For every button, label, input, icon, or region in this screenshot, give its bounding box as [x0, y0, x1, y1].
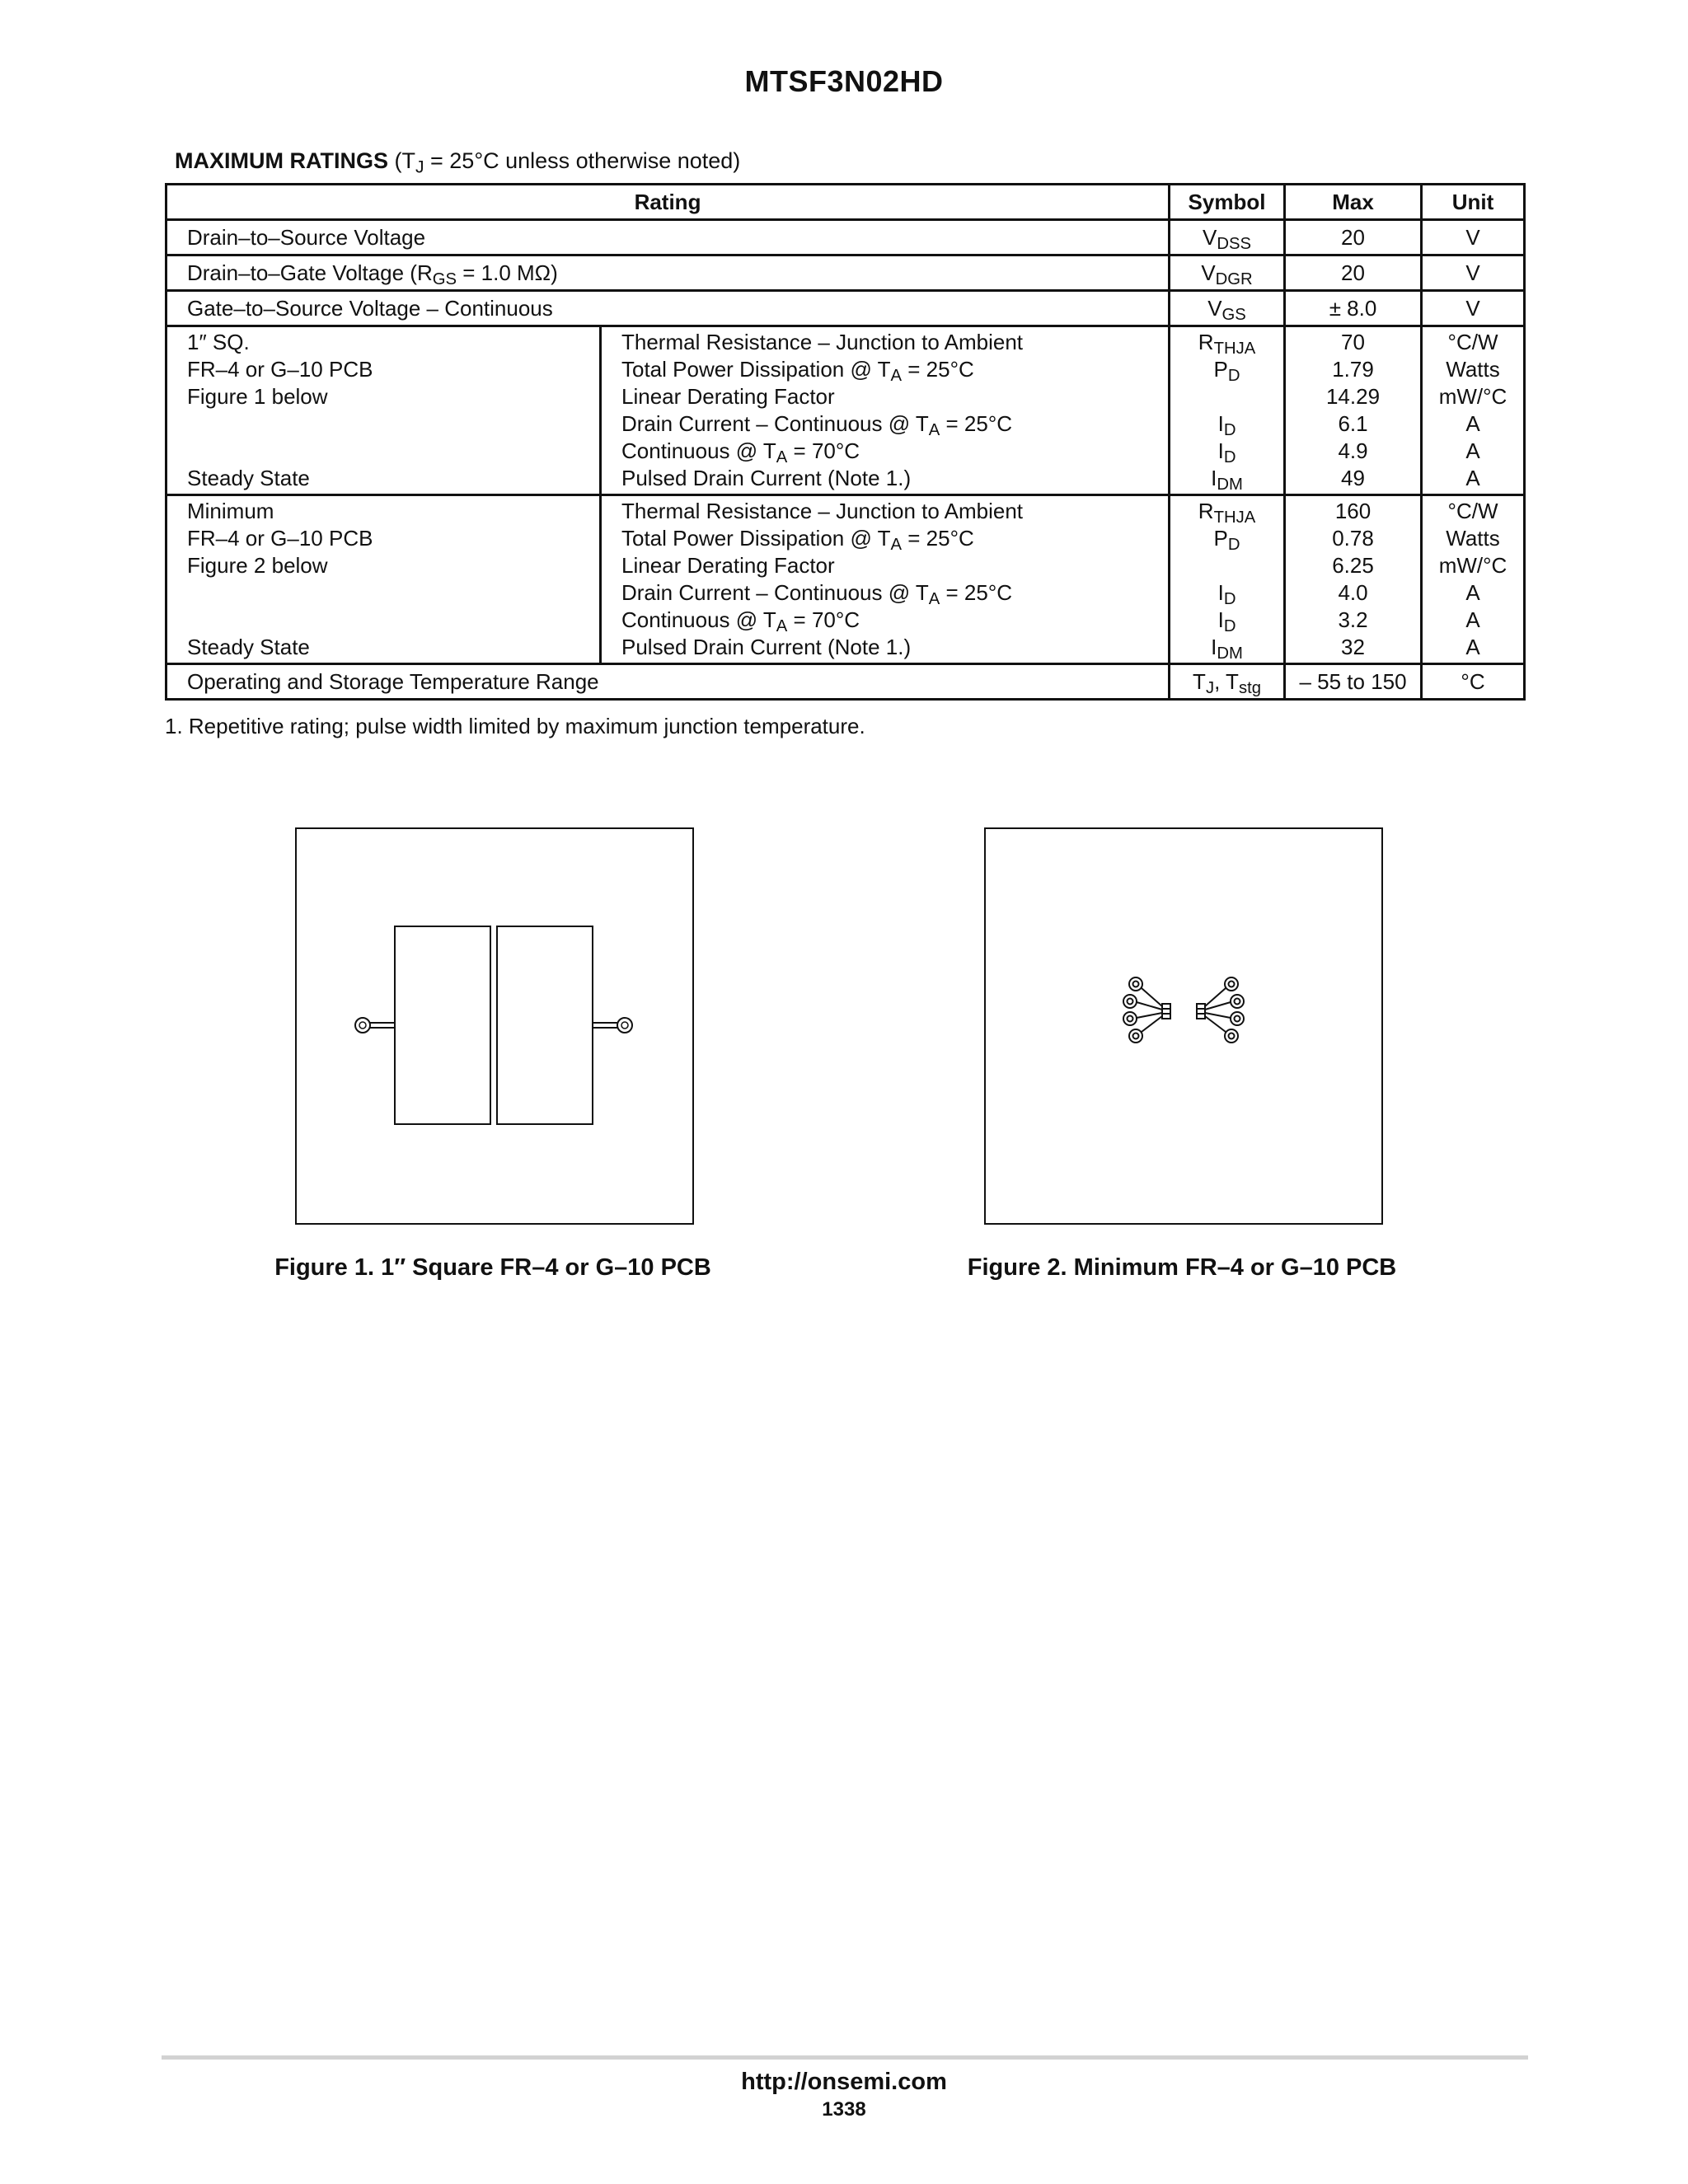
condition-cell: 1″ SQ. FR–4 or G–10 PCB Figure 1 below Steady State	[166, 326, 601, 495]
table-row	[166, 664, 1525, 700]
header-max: Max	[1285, 185, 1422, 220]
via-left	[355, 1018, 370, 1033]
figure-1-pcb-drawing	[295, 827, 694, 1225]
unit-cell: °C	[1422, 664, 1525, 700]
figure-2-graphic	[986, 829, 1381, 1223]
document-title: MTSF3N02HD	[744, 64, 944, 98]
table-row-group-1	[166, 326, 1525, 495]
table-header-row	[166, 185, 1525, 220]
rating-cell: Gate–to–Source Voltage – Continuous	[166, 291, 1170, 326]
header-symbol: Symbol	[1170, 185, 1285, 220]
description-cell: Thermal Resistance – Junction to Ambient Total Power Dissipation @ $T_A = 25^\circ C$ Linear Derating Factor Drain Current – Continuous @ $T_A = 25^\circ C$ Continuous @ $T_A = 70^\circ C$ Pulsed Drain Current (Note 1.)	[601, 495, 1170, 664]
header-rating: Rating	[166, 185, 1170, 220]
rating-cell: Operating and Storage Temperature Range	[166, 664, 1170, 700]
section-heading-condition: ($T_J = 25^\circ C$ unless otherwise noted)	[394, 148, 741, 177]
unit-cell: V	[1422, 291, 1525, 326]
table-row-group-2	[166, 495, 1525, 664]
footnote: 1. Repetitive rating; pulse width limited by maximum junction temperature.	[165, 714, 865, 738]
max-cell: 70 1.79 14.29 6.1 4.9 49	[1285, 326, 1422, 495]
unit-cell: °C/W Watts mW/°C A A A	[1422, 495, 1525, 664]
condition-cell: Minimum FR–4 or G–10 PCB Figure 2 below Steady State	[166, 495, 601, 664]
unit-cell: V	[1422, 255, 1525, 291]
max-cell: – 55 to 150	[1285, 664, 1422, 700]
table-row	[166, 255, 1525, 291]
symbol-cell: $V_{GS}$	[1170, 291, 1285, 326]
figure-2-caption: Figure 2. Minimum FR–4 or G–10 PCB	[967, 1254, 1397, 1281]
unit-cell: V	[1422, 220, 1525, 255]
rating-cell: Drain–to–Gate Voltage ($R_{GS} = 1.0$ MΩ)	[166, 255, 1170, 291]
max-cell: ± 8.0	[1285, 291, 1422, 326]
footer-divider	[162, 2055, 1528, 2060]
figure-1-graphic	[297, 829, 692, 1223]
table-row	[166, 220, 1525, 255]
description-cell: Thermal Resistance – Junction to Ambient Total Power Dissipation @ $T_A = 25^\circ C$ Linear Derating Factor Drain Current – Continuous @ $T_A = 25^\circ C$ Continuous @ $T_A = 70^\circ C$ Pulsed Drain Current (Note 1.)	[601, 326, 1170, 495]
pad-left	[395, 926, 490, 1124]
via-right	[617, 1018, 632, 1033]
section-heading-bold: MAXIMUM RATINGS	[175, 148, 388, 173]
symbol-cell: $R_{THJA}$ $P_D$ $I_D$ $I_D$ $I_{DM}$	[1170, 495, 1285, 664]
unit-cell: °C/W Watts mW/°C A A A	[1422, 326, 1525, 495]
pad-right	[497, 926, 593, 1124]
symbol-cell: $R_{THJA}$ $P_D$ $I_D$ $I_D$ $I_{DM}$	[1170, 326, 1285, 495]
symbol-cell: $T_J$, $T_{stg}$	[1170, 664, 1285, 700]
max-cell: 160 0.78 6.25 4.0 3.2 32	[1285, 495, 1422, 664]
symbol-cell: $V_{DSS}$	[1170, 220, 1285, 255]
table-row	[166, 291, 1525, 326]
footer-url-link[interactable]: http://onsemi.com	[741, 2069, 947, 2095]
symbol-cell: $V_{DGR}$	[1170, 255, 1285, 291]
figure-2-pcb-drawing	[984, 827, 1383, 1225]
page-number: 1338	[822, 2098, 866, 2121]
rating-cell: Drain–to–Source Voltage	[166, 220, 1170, 255]
header-unit: Unit	[1422, 185, 1525, 220]
maximum-ratings-table	[165, 183, 1526, 701]
section-heading	[175, 148, 741, 177]
max-cell: 20	[1285, 255, 1422, 291]
minimum-pad	[1129, 977, 1142, 991]
figure-1-caption: Figure 1. 1″ Square FR–4 or G–10 PCB	[274, 1254, 711, 1281]
max-cell: 20	[1285, 220, 1422, 255]
